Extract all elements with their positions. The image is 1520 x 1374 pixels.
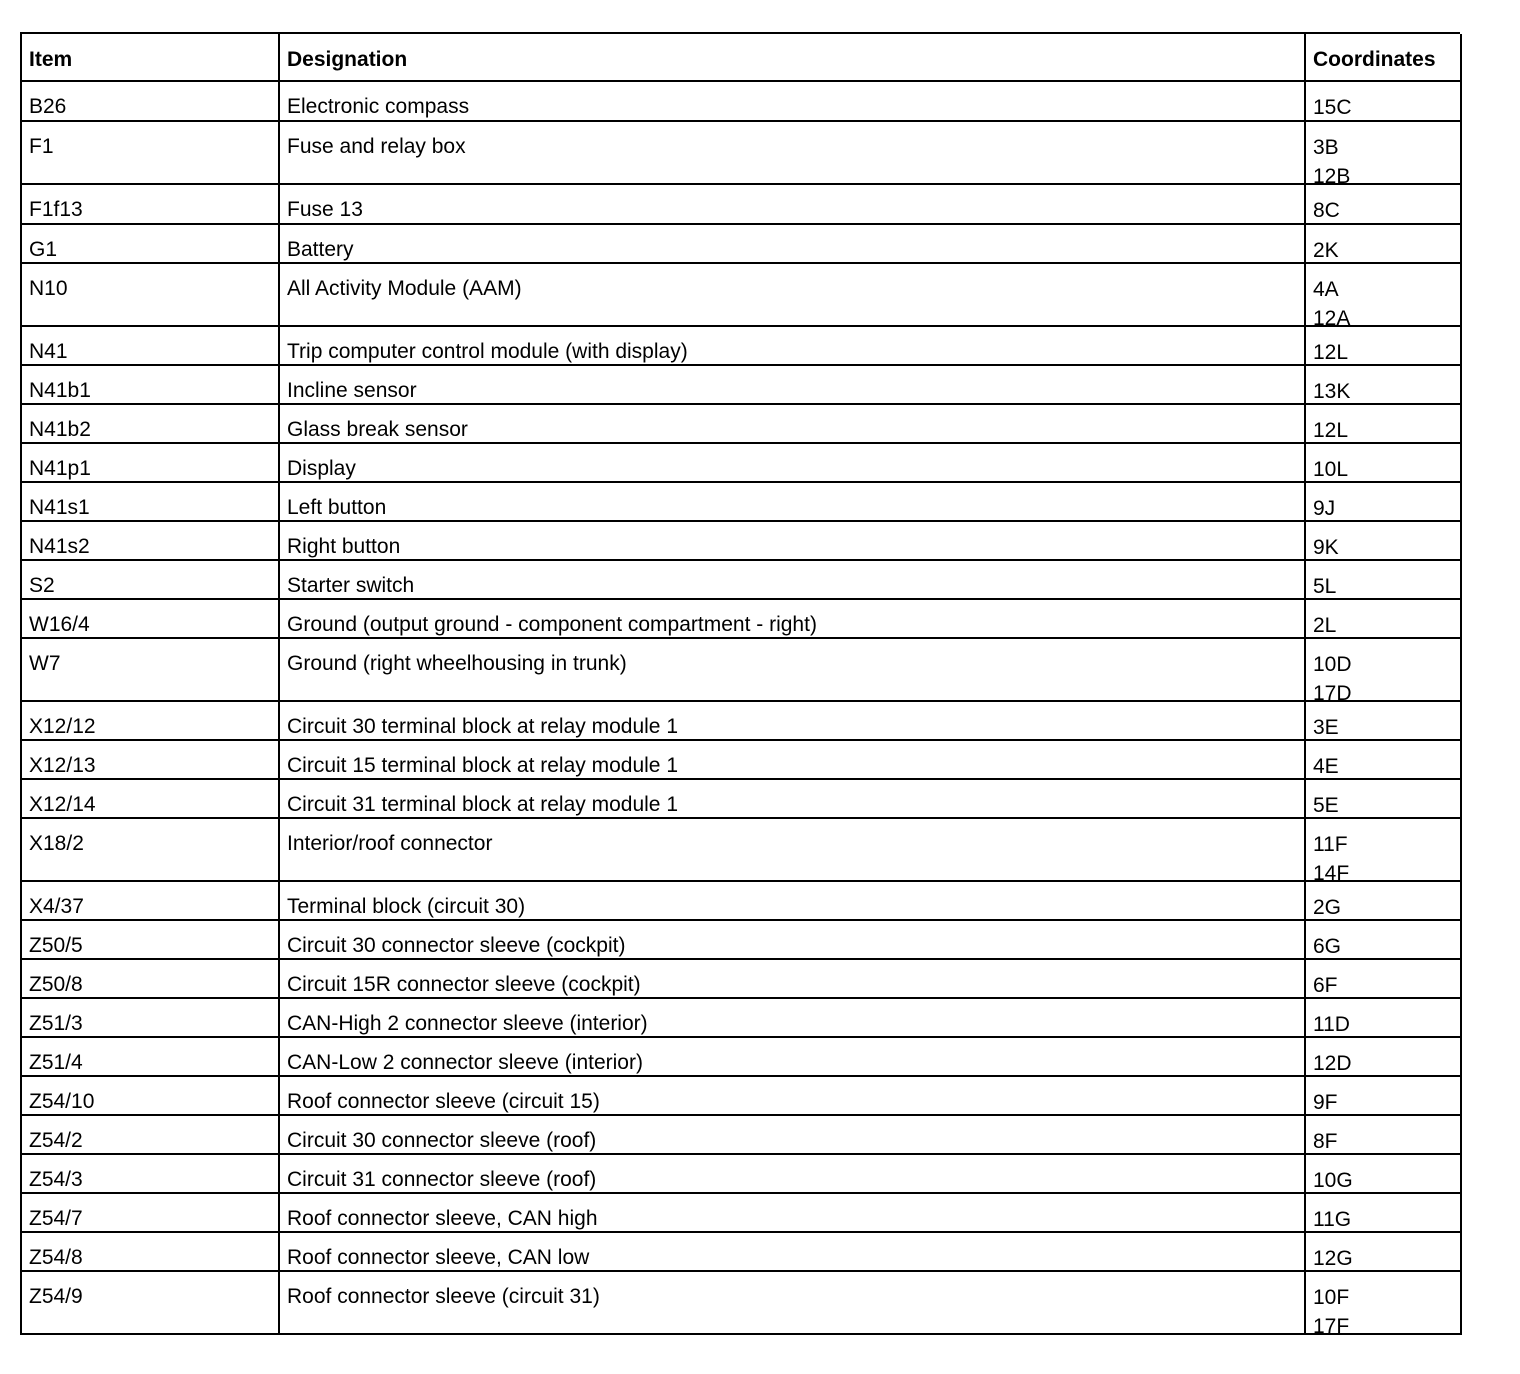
coordinate-value: 8F [1313,1130,1338,1153]
coordinate-value: 3B [1313,136,1339,159]
table-cell-coordinates [1306,1116,1462,1155]
table-cell-coordinates [1306,999,1462,1038]
coordinate-value: 10F [1313,1286,1350,1309]
table-cell-item: N41s1 [22,483,280,522]
table-cell-designation: Right button [280,522,1306,561]
coordinate-value: 12L [1313,341,1349,364]
coordinate-value: 13K [1313,380,1351,403]
table-cell-designation: Roof connector sleeve (circuit 31) [280,1272,1306,1335]
table-cell-coordinates [1306,882,1462,921]
table-cell-item: Z54/10 [22,1077,280,1116]
table-cell-coordinates [1306,444,1462,483]
coordinate-value: 12B [1313,165,1351,185]
table-cell-designation: Circuit 31 terminal block at relay module 1 [280,780,1306,819]
table-cell-item: B26 [22,82,280,122]
coordinate-value: 10L [1313,458,1349,481]
coordinate-value: 10D [1313,653,1352,676]
coordinate-value: 11G [1313,1208,1352,1231]
table-cell-item: Z50/5 [22,921,280,960]
table-cell-designation: Roof connector sleeve, CAN low [280,1233,1306,1272]
table-cell-item: X18/2 [22,819,280,882]
table-cell-designation: Circuit 30 connector sleeve (roof) [280,1116,1306,1155]
table-cell-designation: Ground (output ground - component compartment - right) [280,600,1306,639]
table-cell-coordinates [1306,82,1462,122]
table-cell-coordinates [1306,522,1462,561]
table-cell-item: Z54/2 [22,1116,280,1155]
component-table [20,32,1460,1335]
table-cell-coordinates [1306,225,1462,264]
table-cell-designation: Fuse 13 [280,185,1306,225]
table-cell-coordinates [1306,1155,1462,1194]
table-cell-designation: Display [280,444,1306,483]
table-cell-designation: CAN-High 2 connector sleeve (interior) [280,999,1306,1038]
table-cell-coordinates [1306,819,1462,882]
table-cell-coordinates [1306,327,1462,366]
coordinate-value: 12D [1313,1052,1352,1075]
coordinate-value: 15C [1313,96,1352,119]
table-cell-item: N41 [22,327,280,366]
table-cell-designation: Trip computer control module (with display) [280,327,1306,366]
table-cell-coordinates [1306,702,1462,741]
coordinate-value: 11F [1313,833,1348,856]
coordinate-value: 14F [1313,862,1350,882]
table-cell-coordinates [1306,1233,1462,1272]
coordinate-value: 17F [1313,1315,1350,1335]
coordinate-value: 2G [1313,896,1342,919]
column-header-designation: Designation [280,34,1306,82]
table-cell-coordinates [1306,561,1462,600]
table-cell-designation: Roof connector sleeve (circuit 15) [280,1077,1306,1116]
table-cell-item: Z54/3 [22,1155,280,1194]
table-cell-item: F1 [22,122,280,185]
coordinate-value: 2K [1313,239,1339,262]
coordinate-value: 2L [1313,614,1337,637]
table-cell-coordinates [1306,1272,1462,1335]
table-cell-item: Z51/3 [22,999,280,1038]
coordinate-value: 12L [1313,419,1349,442]
table-cell-item: N41b2 [22,405,280,444]
table-cell-item: Z54/7 [22,1194,280,1233]
table-cell-item: G1 [22,225,280,264]
table-cell-designation: Fuse and relay box [280,122,1306,185]
coordinate-value: 8C [1313,199,1340,222]
coordinate-value: 10G [1313,1169,1353,1192]
table-cell-item: S2 [22,561,280,600]
coordinate-value: 9J [1313,497,1336,520]
table-cell-designation: Terminal block (circuit 30) [280,882,1306,921]
table-cell-designation: Starter switch [280,561,1306,600]
table-cell-coordinates [1306,639,1462,702]
table-cell-coordinates [1306,483,1462,522]
table-cell-designation: Circuit 30 connector sleeve (cockpit) [280,921,1306,960]
table-cell-designation: Circuit 31 connector sleeve (roof) [280,1155,1306,1194]
coordinate-value: 6F [1313,974,1338,997]
table-cell-designation: Roof connector sleeve, CAN high [280,1194,1306,1233]
table-cell-item: X12/12 [22,702,280,741]
table-cell-designation: Circuit 15 terminal block at relay module 1 [280,741,1306,780]
table-cell-designation: Glass break sensor [280,405,1306,444]
table-cell-coordinates [1306,405,1462,444]
table-cell-designation: Left button [280,483,1306,522]
table-cell-designation: Battery [280,225,1306,264]
table-cell-item: N41b1 [22,366,280,405]
table-cell-coordinates [1306,1077,1462,1116]
table-cell-item: F1f13 [22,185,280,225]
coordinate-value: 3E [1313,716,1339,739]
table-cell-designation: CAN-Low 2 connector sleeve (interior) [280,1038,1306,1077]
table-cell-item: N10 [22,264,280,327]
coordinate-value: 12A [1313,307,1351,327]
table-cell-item: Z54/8 [22,1233,280,1272]
table-cell-coordinates [1306,185,1462,225]
column-header-coordinates: Coordinates [1306,34,1462,82]
table-cell-item: X12/13 [22,741,280,780]
table-cell-item: X12/14 [22,780,280,819]
table-cell-coordinates [1306,1194,1462,1233]
coordinate-value: 4E [1313,755,1339,778]
table-cell-coordinates [1306,122,1462,185]
table-cell-designation: Circuit 30 terminal block at relay module 1 [280,702,1306,741]
table-cell-item: N41p1 [22,444,280,483]
table-cell-item: Z51/4 [22,1038,280,1077]
coordinate-value: 4A [1313,278,1339,301]
table-cell-item: Z50/8 [22,960,280,999]
coordinate-value: 9F [1313,1091,1338,1114]
table-cell-item: W16/4 [22,600,280,639]
table-cell-coordinates [1306,741,1462,780]
coordinate-value: 5L [1313,575,1337,598]
coordinate-value: 5E [1313,794,1339,817]
table-cell-coordinates [1306,366,1462,405]
table-cell-designation: Electronic compass [280,82,1306,122]
coordinate-value: 11D [1313,1013,1350,1036]
coordinate-value: 9K [1313,536,1339,559]
table-cell-designation: Incline sensor [280,366,1306,405]
table-cell-item: W7 [22,639,280,702]
table-cell-coordinates [1306,780,1462,819]
table-cell-item: X4/37 [22,882,280,921]
column-header-item: Item [22,34,280,82]
coordinate-value: 12G [1313,1247,1353,1270]
table-cell-coordinates [1306,264,1462,327]
table-cell-coordinates [1306,600,1462,639]
table-cell-designation: Circuit 15R connector sleeve (cockpit) [280,960,1306,999]
table-cell-designation: Interior/roof connector [280,819,1306,882]
table-cell-coordinates [1306,960,1462,999]
table-cell-designation: Ground (right wheelhousing in trunk) [280,639,1306,702]
table-cell-item: Z54/9 [22,1272,280,1335]
coordinate-value: 17D [1313,682,1352,702]
table-cell-coordinates [1306,921,1462,960]
table-cell-designation: All Activity Module (AAM) [280,264,1306,327]
table-cell-coordinates [1306,1038,1462,1077]
table-cell-item: N41s2 [22,522,280,561]
coordinate-value: 6G [1313,935,1342,958]
